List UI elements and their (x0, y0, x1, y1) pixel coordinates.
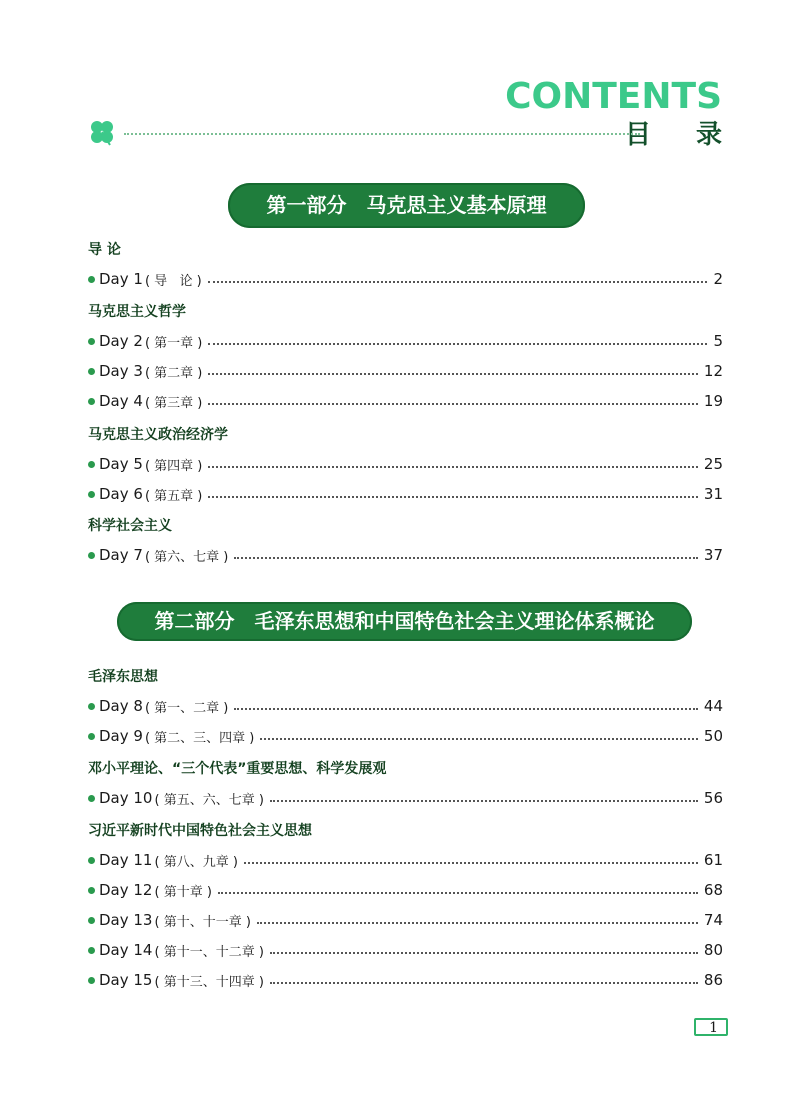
dot-leader (208, 403, 698, 405)
entry-page: 25 (703, 455, 723, 473)
toc-entry[interactable] (88, 849, 723, 871)
dot-leader (208, 343, 707, 345)
section-heading: 导 论 (88, 242, 121, 258)
dot-leader (208, 281, 708, 283)
bullet-icon (88, 887, 95, 894)
dot-leader (234, 557, 698, 559)
entry-page: 61 (703, 851, 723, 869)
entry-page: 44 (703, 697, 723, 715)
part-banner: 第二部分 毛泽东思想和中国特色社会主义理论体系概论 (117, 602, 692, 641)
entry-chapter: ( 第二章 ) (144, 365, 203, 381)
toc-entry[interactable] (88, 330, 723, 352)
entry-page: 37 (703, 546, 723, 564)
bullet-icon (88, 491, 95, 498)
dot-leader (270, 800, 698, 802)
bullet-icon (88, 977, 95, 984)
page-number: 1 (694, 1018, 728, 1036)
dot-leader (234, 708, 698, 710)
entry-chapter: ( 第十章 ) (154, 884, 212, 900)
bullet-icon (88, 552, 95, 559)
dot-leader (218, 892, 698, 894)
entry-day: Day 14 (99, 941, 153, 959)
entry-day: Day 2 (99, 332, 143, 350)
entry-day: Day 11 (99, 851, 153, 869)
section-heading: 邓小平理论、“三个代表”重要思想、科学发展观 (88, 761, 387, 777)
entry-page: 19 (703, 392, 723, 410)
dot-leader (208, 496, 698, 498)
toc-entry[interactable] (88, 453, 723, 475)
dot-leader (244, 862, 698, 864)
toc-entry[interactable] (88, 268, 723, 290)
entry-page: 2 (713, 270, 723, 288)
entry-chapter: ( 第六、七章 ) (144, 549, 229, 565)
toc-entry[interactable] (88, 879, 723, 901)
toc-entry[interactable] (88, 909, 723, 931)
toc-entry[interactable] (88, 544, 723, 566)
dot-leader (270, 982, 698, 984)
toc-entry[interactable] (88, 360, 723, 382)
header-divider (124, 133, 640, 135)
entry-chapter: ( 第一、二章 ) (144, 700, 229, 716)
entry-page: 12 (703, 362, 723, 380)
section-heading: 毛泽东思想 (88, 669, 158, 685)
bullet-icon (88, 733, 95, 740)
entry-page: 86 (703, 971, 723, 989)
dot-leader (260, 738, 698, 740)
entry-day: Day 8 (99, 697, 143, 715)
entry-day: Day 7 (99, 546, 143, 564)
toc-entry[interactable] (88, 695, 723, 717)
bullet-icon (88, 276, 95, 283)
entry-day: Day 1 (99, 270, 143, 288)
bullet-icon (88, 338, 95, 345)
entry-chapter: ( 第十一、十二章 ) (154, 944, 264, 960)
entry-day: Day 12 (99, 881, 153, 899)
toc-entry[interactable] (88, 939, 723, 961)
entry-page: 50 (703, 727, 723, 745)
entry-page: 56 (703, 789, 723, 807)
entry-day: Day 9 (99, 727, 143, 745)
entry-chapter: ( 第十三、十四章 ) (154, 974, 264, 990)
entry-day: Day 15 (99, 971, 153, 989)
entry-chapter: ( 第二、三、四章 ) (144, 730, 255, 746)
toc-entry[interactable] (88, 787, 723, 809)
entry-page: 31 (703, 485, 723, 503)
toc-entry[interactable] (88, 725, 723, 747)
dot-leader (270, 952, 698, 954)
entry-chapter: ( 导 论 ) (144, 273, 202, 289)
entry-day: Day 13 (99, 911, 153, 929)
entry-chapter: ( 第三章 ) (144, 395, 203, 411)
entry-chapter: ( 第八、九章 ) (154, 854, 238, 870)
entry-chapter: ( 第五、六、七章 ) (154, 792, 264, 808)
entry-page: 68 (703, 881, 723, 899)
entry-day: Day 4 (99, 392, 143, 410)
entry-day: Day 6 (99, 485, 143, 503)
section-heading: 科学社会主义 (88, 518, 172, 534)
entry-page: 5 (713, 332, 723, 350)
section-heading: 习近平新时代中国特色社会主义思想 (88, 823, 312, 839)
bullet-icon (88, 461, 95, 468)
toc-entry[interactable] (88, 969, 723, 991)
entry-day: Day 3 (99, 362, 143, 380)
entry-chapter: ( 第五章 ) (144, 488, 203, 504)
section-heading: 马克思主义哲学 (88, 304, 186, 320)
toc-entry[interactable] (88, 483, 723, 505)
contents-title-en: CONTENTS (505, 76, 722, 117)
section-heading: 马克思主义政治经济学 (88, 427, 228, 443)
entry-chapter: ( 第一章 ) (144, 335, 203, 351)
entry-day: Day 10 (99, 789, 153, 807)
part-banner: 第一部分 马克思主义基本原理 (228, 183, 585, 228)
bullet-icon (88, 368, 95, 375)
dot-leader (208, 373, 698, 375)
clover-icon (88, 118, 116, 146)
bullet-icon (88, 857, 95, 864)
entry-page: 74 (703, 911, 723, 929)
entry-day: Day 5 (99, 455, 143, 473)
toc-entry[interactable] (88, 390, 723, 412)
bullet-icon (88, 947, 95, 954)
entry-chapter: ( 第四章 ) (144, 458, 203, 474)
bullet-icon (88, 703, 95, 710)
dot-leader (257, 922, 698, 924)
bullet-icon (88, 917, 95, 924)
entry-page: 80 (703, 941, 723, 959)
entry-chapter: ( 第十、十一章 ) (154, 914, 251, 930)
dot-leader (208, 466, 698, 468)
bullet-icon (88, 398, 95, 405)
bullet-icon (88, 795, 95, 802)
contents-title-cn: 目 录 (624, 120, 740, 150)
